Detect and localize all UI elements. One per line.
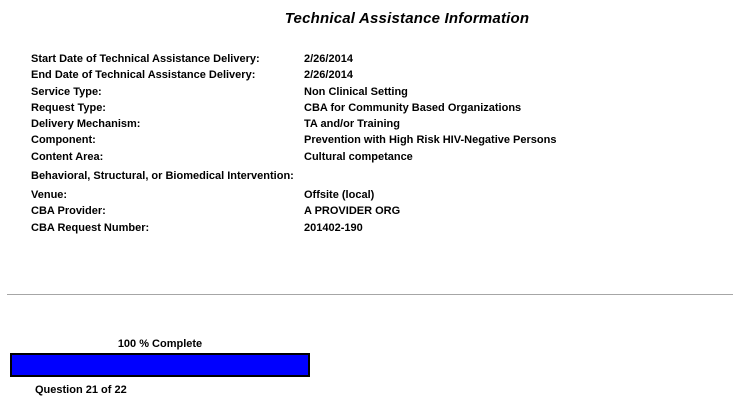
cba-provider-label: CBA Provider: [31,205,106,218]
info-row-cba-provider [31,203,671,219]
request-number-label: CBA Request Number: [31,221,150,234]
info-row-request-number [31,220,671,236]
progress-label: 100 % Complete [117,338,203,350]
info-row-end-date [31,67,671,83]
end-date-value: 2/26/2014 [304,69,353,82]
progress-bar-fill [12,355,308,375]
info-row-content-area [31,149,671,165]
page-title: Technical Assistance Information [284,10,530,27]
intervention-label: Behavioral, Structural, or Biomedical Intervention: [31,170,294,183]
info-row-venue [31,187,671,203]
component-label: Component: [31,134,96,147]
progress-bar [10,353,310,377]
delivery-mechanism-label: Delivery Mechanism: [31,118,141,131]
service-type-label: Service Type: [31,85,102,98]
start-date-label: Start Date of Technical Assistance Delivery: [31,53,260,65]
request-number-value: 201402-190 [304,221,363,234]
service-type-value: Non Clinical Setting [304,85,408,98]
info-row-start-date [31,51,671,67]
info-row-delivery-mechanism [31,116,671,132]
component-value: Prevention with High Risk HIV-Negative Persons [304,134,557,147]
section-divider [7,294,733,295]
info-row-service-type [31,84,671,100]
venue-label: Venue: [31,189,68,202]
cba-provider-value: A PROVIDER ORG [304,205,401,218]
info-row-intervention [31,165,671,187]
start-date-value: 2/26/2014 [304,53,353,65]
info-table [31,51,671,236]
request-type-label: Request Type: [31,101,106,114]
content-area-label: Content Area: [31,150,104,163]
end-date-label: End Date of Technical Assistance Delivery: [31,69,256,82]
request-type-value: CBA for Community Based Organizations [304,101,522,114]
question-counter: Question 21 of 22 [35,384,127,396]
info-row-request-type [31,100,671,116]
info-row-component [31,132,671,148]
delivery-mechanism-value: TA and/or Training [304,118,400,131]
venue-value: Offsite (local) [304,189,375,202]
content-area-value: Cultural competance [304,150,413,163]
